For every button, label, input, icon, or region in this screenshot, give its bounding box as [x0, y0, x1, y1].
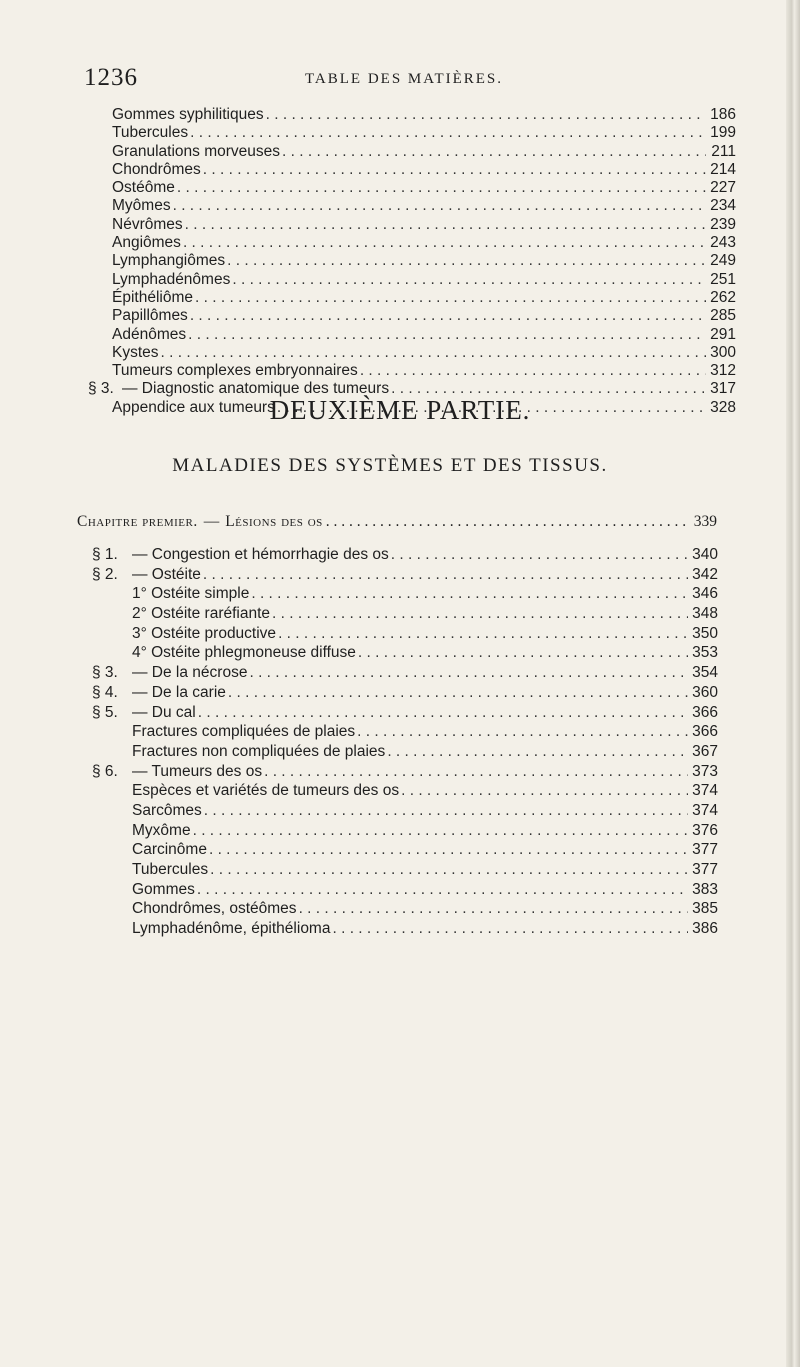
toc-entry — [92, 821, 718, 841]
toc-entry — [112, 143, 736, 161]
toc-entry-title: Carcinôme — [132, 841, 207, 859]
toc-section-number: § 6. — [92, 762, 118, 780]
dot-leader — [203, 161, 706, 179]
toc-entry — [92, 880, 718, 900]
toc-entry — [92, 703, 718, 723]
toc-entry-title: — Du cal — [132, 703, 196, 721]
toc-page-number: 291 — [710, 325, 736, 343]
dot-leader — [387, 742, 688, 762]
toc-section-number: § 1. — [92, 546, 118, 563]
dot-leader — [197, 880, 688, 900]
dot-leader — [190, 124, 706, 142]
toc-entry — [92, 565, 718, 585]
toc-entry — [112, 362, 736, 380]
toc-entry — [92, 663, 718, 683]
toc-entry — [112, 271, 736, 289]
toc-page-number: 243 — [710, 234, 736, 252]
toc-entry-title: Lymphadénôme, épithélioma — [132, 920, 331, 938]
toc-entry-title: Lymphadénômes — [112, 270, 231, 288]
toc-entry-title: Épithéliôme — [112, 288, 193, 306]
dot-leader — [204, 801, 688, 821]
toc-page-number: 366 — [692, 703, 718, 721]
toc-page-number: 377 — [692, 861, 718, 878]
toc-page-number: 199 — [710, 124, 736, 142]
toc-entry-title: Gommes — [132, 880, 195, 898]
toc-page-number: 340 — [692, 546, 718, 563]
toc-section-number: § 3. — [92, 664, 118, 682]
toc-entry-title: 2° Ostéite raréfiante — [132, 605, 271, 623]
toc-page-number: 251 — [710, 270, 736, 288]
toc-page-number: 239 — [710, 215, 736, 233]
toc-entry — [112, 289, 736, 307]
dot-leader — [198, 703, 688, 723]
dot-leader — [360, 362, 706, 380]
page-number: 1236 — [84, 64, 138, 91]
dot-leader — [193, 821, 688, 841]
toc-page-number: 342 — [692, 565, 718, 583]
toc-page-number: 211 — [711, 142, 736, 160]
dot-leader — [209, 840, 688, 860]
toc-entry — [92, 604, 718, 624]
toc-entry — [92, 781, 718, 801]
dot-leader — [401, 781, 688, 801]
toc-page-number: 227 — [710, 179, 736, 197]
toc-entry-title: 3° Ostéite productive — [132, 624, 277, 642]
toc-section-number: § 5. — [92, 703, 118, 721]
toc-page-number: 354 — [692, 664, 718, 682]
toc-entry-title: Papillômes — [112, 307, 188, 325]
toc-page-number: 386 — [692, 920, 718, 938]
dot-leader — [203, 565, 688, 585]
toc-entry-title: Tubercules — [112, 124, 189, 142]
page-header — [84, 64, 724, 94]
toc-entry-title: Fractures compliquées de plaies — [132, 723, 356, 741]
chapter-heading — [77, 513, 717, 531]
toc-list-chapter — [92, 545, 718, 939]
toc-entry-title: — Ostéite — [132, 565, 201, 583]
toc-section-number: § 3. — [88, 380, 114, 398]
toc-section-number: § 2. — [92, 565, 118, 583]
toc-entry-title: Adénômes — [112, 325, 187, 343]
dot-leader — [299, 899, 688, 919]
toc-entry-title: Myxôme — [132, 821, 191, 839]
toc-page-number: 317 — [710, 380, 736, 398]
toc-page-number: 300 — [710, 343, 736, 361]
toc-page-number: 366 — [692, 723, 718, 741]
toc-page-number: 350 — [692, 624, 718, 642]
dot-leader — [161, 344, 706, 362]
toc-entry-title: Myômes — [112, 197, 171, 215]
toc-entry-title: 4° Ostéite phlegmoneuse diffuse — [132, 644, 356, 662]
dot-leader — [272, 604, 688, 624]
dot-leader — [227, 252, 706, 270]
toc-entry-title: Fractures non compliquées de plaies — [132, 742, 386, 760]
toc-entry-title: Chondrômes — [112, 160, 201, 178]
dot-leader — [251, 584, 688, 604]
toc-entry — [92, 919, 718, 939]
chapter-page: 339 — [693, 513, 717, 530]
part-title: DEUXIÈME PARTIE. — [269, 395, 531, 425]
toc-page-number: 346 — [692, 585, 718, 603]
toc-entry-title: Appendice aux tumeurs — [112, 398, 275, 416]
dot-leader — [173, 197, 706, 215]
toc-page-number: 186 — [710, 106, 736, 123]
toc-entry — [112, 234, 736, 252]
toc-page-number: 328 — [710, 398, 736, 416]
toc-page-number: 353 — [692, 644, 718, 662]
dot-leader — [357, 722, 688, 742]
part-subtitle: MALADIES DES SYSTÈMES ET DES TISSUS. — [172, 455, 608, 476]
toc-entry — [92, 584, 718, 604]
dot-leader — [188, 326, 706, 344]
toc-entry — [92, 683, 718, 703]
toc-entry — [112, 179, 736, 197]
running-title: TABLE DES MATIÈRES. — [304, 71, 504, 87]
dot-leader — [183, 234, 706, 252]
toc-entry-title: Tubercules — [132, 861, 209, 878]
toc-list-top — [88, 106, 736, 417]
toc-entry-title: — De la carie — [132, 683, 226, 701]
toc-entry-title: Espèces et variétés de tumeurs des os — [132, 782, 400, 800]
dot-leader — [282, 143, 706, 161]
toc-page-number: 214 — [710, 160, 736, 178]
toc-page-number: 383 — [692, 880, 718, 898]
dot-leader — [249, 663, 688, 683]
dot-leader — [185, 216, 706, 234]
toc-entry — [92, 762, 718, 782]
toc-entry — [112, 344, 736, 362]
dot-leader — [391, 545, 688, 565]
toc-entry — [92, 624, 718, 644]
toc-entry — [92, 742, 718, 762]
chapter-title: Lésions des os — [225, 513, 323, 530]
toc-entry-title: Chondrômes, ostéômes — [132, 900, 297, 918]
page-edge — [786, 0, 800, 1367]
chapter-dash: — — [203, 513, 220, 530]
toc-entry-title: Lymphangiômes — [112, 252, 226, 270]
toc-section-number: § 4. — [92, 683, 118, 701]
dot-leader — [232, 271, 706, 289]
toc-page-number: 312 — [710, 362, 736, 380]
dot-leader — [326, 513, 691, 531]
toc-entry — [92, 801, 718, 821]
toc-page-number: 249 — [710, 252, 736, 270]
toc-entry — [112, 161, 736, 179]
toc-entry — [92, 545, 718, 565]
toc-entry — [92, 840, 718, 860]
toc-entry-title: — Tumeurs des os — [132, 762, 263, 780]
toc-page-number: 373 — [692, 762, 718, 780]
toc-entry-title: Sarcômes — [132, 801, 202, 819]
toc-entry-title: Angiômes — [112, 234, 181, 252]
toc-page-number: 377 — [692, 841, 718, 859]
toc-entry-title: — De la nécrose — [132, 664, 248, 682]
toc-entry-title: Ostéôme — [112, 179, 175, 197]
toc-page-number: 262 — [710, 288, 736, 306]
chapter-label: Chapitre premier. — [77, 513, 198, 530]
toc-entry-title: Kystes — [112, 343, 159, 361]
dot-leader — [358, 643, 688, 663]
toc-entry — [92, 860, 718, 880]
toc-entry-title: Granulations morveuses — [112, 142, 280, 160]
toc-page-number: 348 — [692, 605, 718, 623]
toc-entry — [112, 252, 736, 270]
toc-entry-title: — Diagnostic anatomique des tumeurs — [122, 380, 390, 398]
toc-page-number: 374 — [692, 782, 718, 800]
toc-page-number: 285 — [710, 307, 736, 325]
toc-entry — [112, 197, 736, 215]
dot-leader — [210, 860, 688, 880]
toc-entry — [112, 307, 736, 325]
toc-entry-title: Tumeurs complexes embryonnaires — [112, 362, 358, 380]
toc-entry-title: Névrômes — [112, 215, 183, 233]
toc-entry — [112, 326, 736, 344]
toc-entry — [112, 124, 736, 142]
toc-entry — [112, 106, 736, 124]
toc-entry — [92, 722, 718, 742]
toc-entry-title: — Congestion et hémorrhagie des os — [132, 546, 389, 563]
toc-page-number: 376 — [692, 821, 718, 839]
toc-entry — [112, 216, 736, 234]
toc-page-number: 234 — [710, 197, 736, 215]
toc-entry — [92, 643, 718, 663]
toc-page-number: 385 — [692, 900, 718, 918]
dot-leader — [266, 106, 706, 124]
toc-page-number: 367 — [692, 742, 718, 760]
toc-entry — [92, 899, 718, 919]
dot-leader — [177, 179, 706, 197]
dot-leader — [195, 289, 706, 307]
dot-leader — [278, 624, 688, 644]
toc-page-number: 374 — [692, 801, 718, 819]
toc-page-number: 360 — [692, 683, 718, 701]
dot-leader — [228, 683, 688, 703]
dot-leader — [264, 762, 688, 782]
dot-leader — [190, 307, 706, 325]
toc-entry-title: 1° Ostéite simple — [132, 585, 250, 603]
dot-leader — [332, 919, 688, 939]
toc-entry-title: Gommes syphilitiques — [112, 106, 264, 123]
